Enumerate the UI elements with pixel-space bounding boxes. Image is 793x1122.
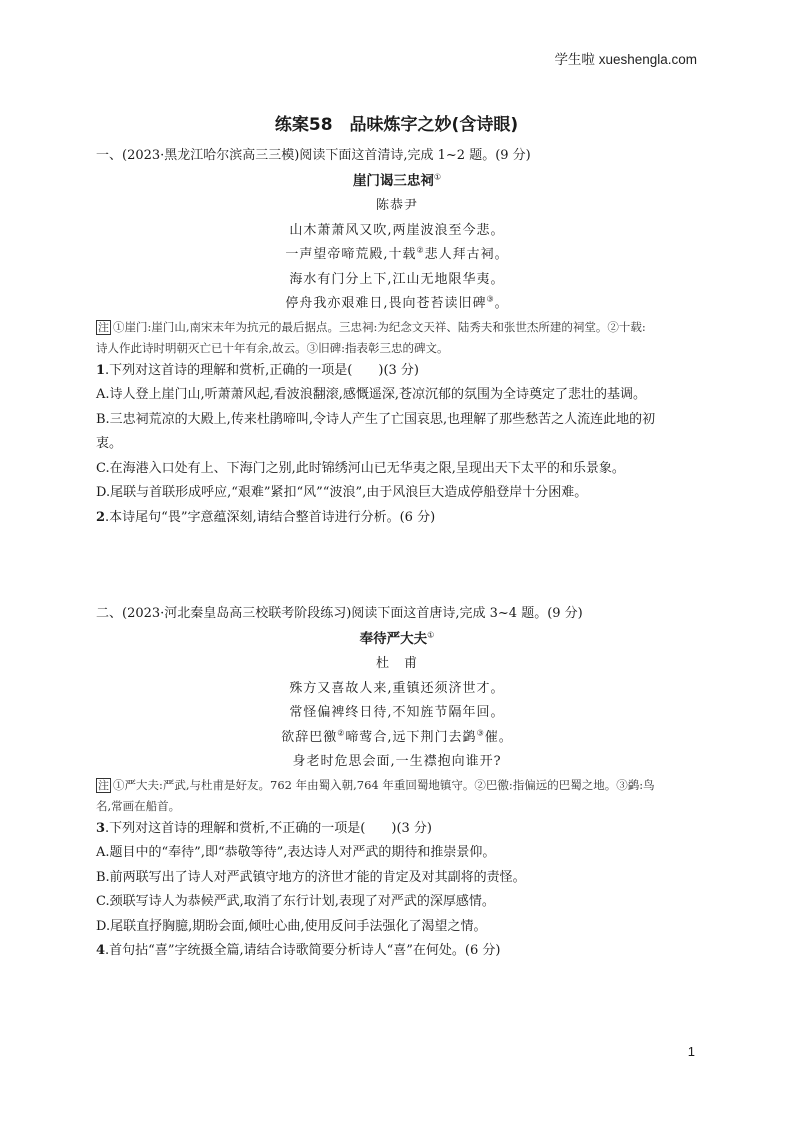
- poem-line: 停舟我亦艰难日,畏向苍苔读旧碑③。: [285, 294, 509, 311]
- note-badge: 注: [98, 320, 109, 334]
- poem-line: [96, 243, 698, 268]
- poem-title-text: 崖门谒三忠祠: [352, 172, 434, 189]
- poem-line: 身老时危思会面,一生襟抱向谁开?: [292, 754, 502, 769]
- section-1: [96, 144, 698, 530]
- option-c: C.在海港入口处有上、下海门之别,此时锦绣河山已无华夷之限,呈现出天下太平的和乐景象。: [96, 460, 625, 476]
- option-b: B.前两联写出了诗人对严武镇守地方的济世才能的肯定及对其副将的责怪。: [96, 869, 526, 885]
- footnote-mark: ②: [416, 245, 425, 255]
- question-1: [96, 359, 698, 384]
- annotation-cont: 诗人作此诗时明朝灭亡已十年有余,故云。③旧碑:指表彰三忠的碑文。: [96, 340, 449, 355]
- poem-line-part: 停舟我亦艰难日,畏向苍苔读旧碑: [285, 296, 487, 311]
- poem-line-part: 欲辞巴徼: [281, 729, 338, 745]
- page-number: 1: [687, 1044, 695, 1059]
- poem-line: [96, 726, 698, 751]
- poem-author: 陈恭尹: [375, 198, 418, 213]
- poem-line-part: 催。: [484, 729, 513, 745]
- option-a: A.诗人登上崖门山,听萧萧风起,看波浪翻滚,感慨遥深,苍凉沉郁的氛围为全诗奠定了悲壮的基调。: [96, 387, 647, 402]
- question-stem: .下列对这首诗的理解和赏析,正确的一项是( )(3 分): [105, 362, 420, 378]
- question-stem: .首句拈“喜”字统摄全篇,请结合诗歌简要分析诗人“喜”在何处。(6 分): [105, 943, 501, 958]
- note-text: ①崖门:崖门山,南宋末年为抗元的最后据点。三忠祠:为纪念文天祥、陆秀夫和张世杰所建的祠堂。②十载:: [113, 319, 646, 334]
- poem-line: 常怪偏裨终日待,不知旌节隔年回。: [289, 705, 505, 720]
- watermark: 学生啦 xueshengla.com: [554, 52, 697, 67]
- poem-line-part: 悲人拜古祠。: [424, 247, 509, 262]
- option-d: D.尾联与首联形成呼应,“艰难”紧扣“风”“波浪”,由于风浪巨大造成停船登岸十分困难。: [96, 485, 588, 500]
- poem-title: [96, 627, 698, 653]
- page-title: 练案58 品味炼字之妙(含诗眼): [274, 115, 519, 135]
- section-heading: 二、(2023·河北秦皇岛高三校联考阶段练习)阅读下面这首唐诗,完成 3~4 题。(9 分): [96, 606, 583, 621]
- question-2: [96, 506, 698, 531]
- poem-line: 山木萧萧风又吹,两崖波浪至今悲。: [289, 222, 505, 238]
- poem-line: 海水有门分上下,江山无地限华夷。: [289, 271, 505, 287]
- annotation: [96, 317, 698, 338]
- option-a: A.题目中的“奉待”,即“恭敬等待”,表达诗人对严武的期待和推崇景仰。: [96, 845, 496, 860]
- poem-title: [96, 169, 698, 195]
- poem-author: 杜 甫: [375, 656, 418, 671]
- footnote-mark: ①: [433, 172, 442, 182]
- section-heading: 一、(2023·黑龙江哈尔滨高三三模)阅读下面这首清诗,完成 1~2 题。(9 分): [96, 148, 531, 163]
- option-c: C.颈联写诗人为恭候严武,取消了东行计划,表现了对严武的深厚感情。: [96, 894, 495, 909]
- question-stem: .下列对这首诗的理解和赏析,不正确的一项是( )(3 分): [105, 820, 433, 836]
- poem-line-part: 一声望帝啼荒殿,十载: [285, 247, 417, 262]
- note-text: ①严大夫:严武,与杜甫是好友。762 年由蜀入朝,764 年重回蜀地镇守。②巴徼:指偏远的巴蜀之地。③鹢:鸟: [113, 777, 655, 792]
- footnote-mark: ②: [337, 728, 346, 738]
- option-b-cont: 衷。: [96, 436, 123, 451]
- footnote-mark: ①: [427, 630, 435, 640]
- poem-line: 殊方又喜故人来,重镇还须济世才。: [289, 680, 505, 696]
- question-4: [96, 939, 698, 964]
- question-number: 1: [96, 362, 106, 378]
- question-3: [96, 817, 698, 842]
- question-number: 4: [96, 943, 106, 958]
- footnote-mark: ③: [476, 728, 485, 738]
- section-2: [96, 602, 698, 964]
- poem-title-text: 奉待严大夫: [359, 630, 428, 647]
- annotation: [96, 775, 698, 796]
- footnote-mark: ③: [486, 294, 495, 304]
- question-number: 2: [96, 509, 106, 525]
- question-stem: .本诗尾句“畏”字意蕴深刻,请结合整首诗进行分析。(6 分): [105, 509, 436, 525]
- annotation-cont: 名,常画在船首。: [96, 798, 181, 813]
- poem-line-part: 啼莺合,远下荆门去鹢: [345, 729, 477, 745]
- option-b: B.三忠祠荒凉的大殿上,传来杜鹃啼叫,令诗人产生了亡国哀思,也理解了那些愁苦之人流连此地的初: [96, 411, 656, 427]
- question-number: 3: [96, 820, 106, 836]
- option-d: D.尾联直抒胸臆,期盼会面,倾吐心曲,使用反问手法强化了渴望之情。: [96, 918, 487, 934]
- note-badge: 注: [98, 778, 109, 792]
